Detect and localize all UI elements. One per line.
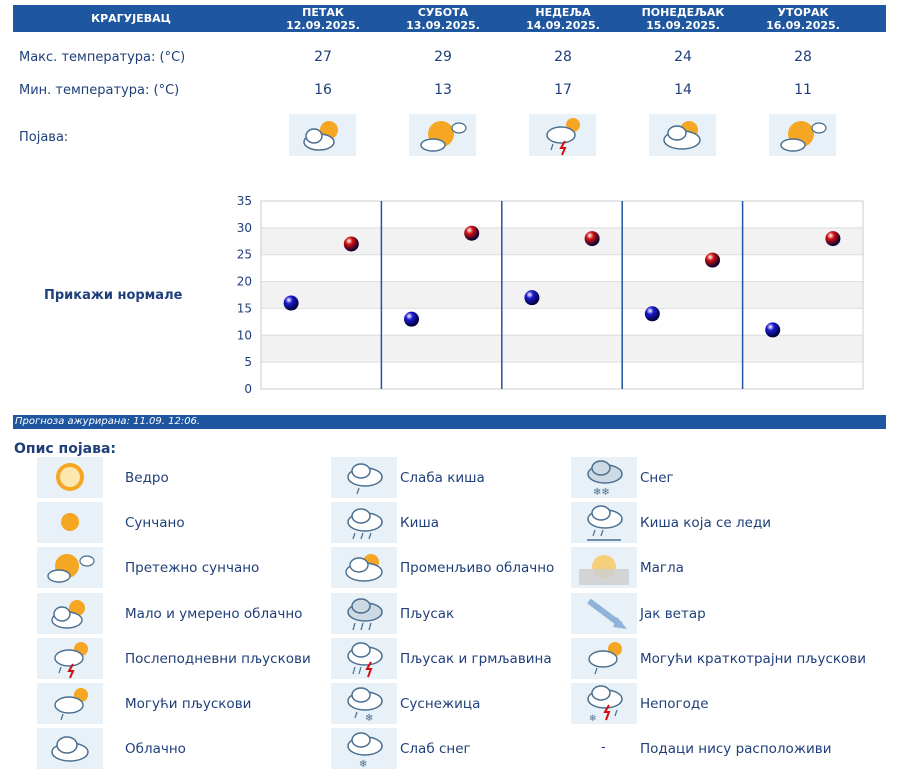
legend-label: Непогоде (640, 696, 709, 712)
forecast-updated: Прогноза ажурирана: 11.09. 12:06. (13, 415, 886, 429)
min-temp-value: 14 (674, 82, 692, 98)
legend-label: Магла (640, 560, 684, 576)
snow-icon (571, 457, 637, 498)
legend-label: Пљусак и грмљавина (400, 651, 552, 667)
partly-cloudy-icon (37, 593, 103, 634)
legend-label: Сунчано (125, 515, 185, 531)
forecast-header (13, 5, 886, 32)
day-date: 14.09.2025. (526, 19, 600, 32)
svg-text:❄❄: ❄❄ (593, 487, 610, 498)
max-temp-value: 27 (314, 49, 332, 65)
legend-label: Пљусак (400, 606, 455, 622)
day-name: ПЕТАК (302, 6, 344, 19)
legend-label: Киша која се леди (640, 515, 772, 531)
fog-icon (571, 547, 637, 588)
day-date: 12.09.2025. (286, 19, 360, 32)
day-date: 13.09.2025. (406, 19, 480, 32)
max-temp-value: 28 (554, 49, 572, 65)
min-temp-value: 11 (794, 82, 812, 98)
legend-label: Подаци нису расположиви (640, 741, 832, 757)
sleet-icon (331, 683, 397, 724)
day-name: НЕДЕЉА (535, 6, 591, 19)
variable-cloudy-icon (331, 547, 397, 588)
max-temp-value: 24 (674, 49, 692, 65)
min-temp-value: 17 (554, 82, 572, 98)
legend-label: Могући краткотрајни пљускови (640, 651, 867, 667)
grid-band (261, 201, 863, 228)
freezing-rain-icon (571, 502, 637, 543)
legend-label: Киша (400, 515, 439, 531)
legend-label: Облачно (125, 741, 186, 757)
y-tick-label: 0 (244, 382, 252, 396)
data-point (464, 226, 479, 241)
legend-label: Снег (640, 470, 674, 486)
clear-sky-icon (37, 457, 103, 498)
grid-band (261, 362, 863, 389)
day-header (383, 6, 503, 32)
max-temp-value: 29 (434, 49, 452, 65)
thunder-shower-icon (331, 638, 397, 679)
afternoon-showers-icon (529, 114, 596, 156)
storm-icon (571, 683, 637, 724)
y-tick-label: 30 (236, 220, 252, 235)
variable-cloudy-icon (649, 114, 716, 156)
data-point (284, 296, 299, 311)
afternoon-showers-icon (37, 638, 103, 679)
mostly-sunny-icon (769, 114, 836, 156)
grid-band (261, 255, 863, 282)
y-tick-label: 35 (236, 194, 252, 208)
day-name: СУБОТА (417, 6, 469, 19)
svg-text:❄: ❄ (359, 759, 368, 769)
legend-label: Слаб снег (400, 741, 471, 757)
legend-label: Јак ветар (640, 606, 706, 622)
legend-label: Могући пљускови (125, 696, 252, 712)
data-point (585, 231, 600, 246)
day-date: 16.09.2025. (766, 19, 840, 32)
phenomenon-label: Појава: (19, 130, 69, 145)
data-point (705, 253, 720, 268)
legend-label: Претежно сунчано (125, 560, 260, 576)
data-point (404, 312, 419, 327)
possible-showers-icon (37, 683, 103, 724)
legend-label: Променљиво облачно (400, 560, 555, 576)
day-header (263, 6, 383, 32)
y-tick-label: 5 (244, 355, 252, 370)
day-header (503, 6, 623, 32)
grid-band (261, 335, 863, 362)
legend-label: Послеподневни пљускови (125, 651, 311, 667)
strong-wind-icon (571, 593, 637, 634)
day-name: ПОНЕДЕЉАК (641, 6, 725, 19)
y-tick-label: 25 (236, 247, 252, 262)
mostly-sunny-icon (37, 547, 103, 588)
min-temp-value: 13 (434, 82, 452, 98)
legend-label: Ведро (125, 470, 169, 486)
day-header (743, 6, 863, 32)
svg-text:❄: ❄ (589, 714, 597, 724)
y-tick-label: 10 (236, 328, 252, 343)
legend-label: Мало и умерено облачно (125, 606, 303, 622)
min-temp-label: Мин. температура: (°C) (19, 83, 180, 98)
svg-text:❄: ❄ (365, 713, 374, 724)
day-name: УТОРАК (777, 6, 829, 19)
city-name: КРАГУЈЕВАЦ (91, 12, 171, 25)
show-normals-link[interactable]: Прикажи нормале (44, 288, 183, 303)
temperature-chart (230, 193, 870, 398)
shower-icon (331, 593, 397, 634)
max-temp-value: 28 (794, 49, 812, 65)
y-tick-label: 15 (236, 301, 252, 316)
data-point (825, 231, 840, 246)
legend-label: Суснежица (400, 696, 481, 712)
data-point (765, 322, 780, 337)
data-point (344, 236, 359, 251)
day-date: 15.09.2025. (646, 19, 720, 32)
grid-band (261, 282, 863, 309)
sunny-icon (37, 502, 103, 543)
min-temp-value: 16 (314, 82, 332, 98)
rain-icon (331, 502, 397, 543)
data-point (645, 306, 660, 321)
light-snow-icon (331, 728, 397, 769)
no-data-symbol: - (601, 740, 606, 755)
light-rain-icon (331, 457, 397, 498)
cloudy-icon (37, 728, 103, 769)
day-header (623, 6, 743, 32)
legend-label: Слаба киша (400, 470, 485, 486)
partly-cloudy-icon (289, 114, 356, 156)
mostly-sunny-icon (409, 114, 476, 156)
legend-title: Опис појава: (14, 441, 116, 457)
data-point (524, 290, 539, 305)
y-tick-label: 20 (236, 274, 252, 289)
max-temp-label: Макс. температура: (°C) (19, 50, 186, 65)
brief-showers-icon (571, 638, 637, 679)
